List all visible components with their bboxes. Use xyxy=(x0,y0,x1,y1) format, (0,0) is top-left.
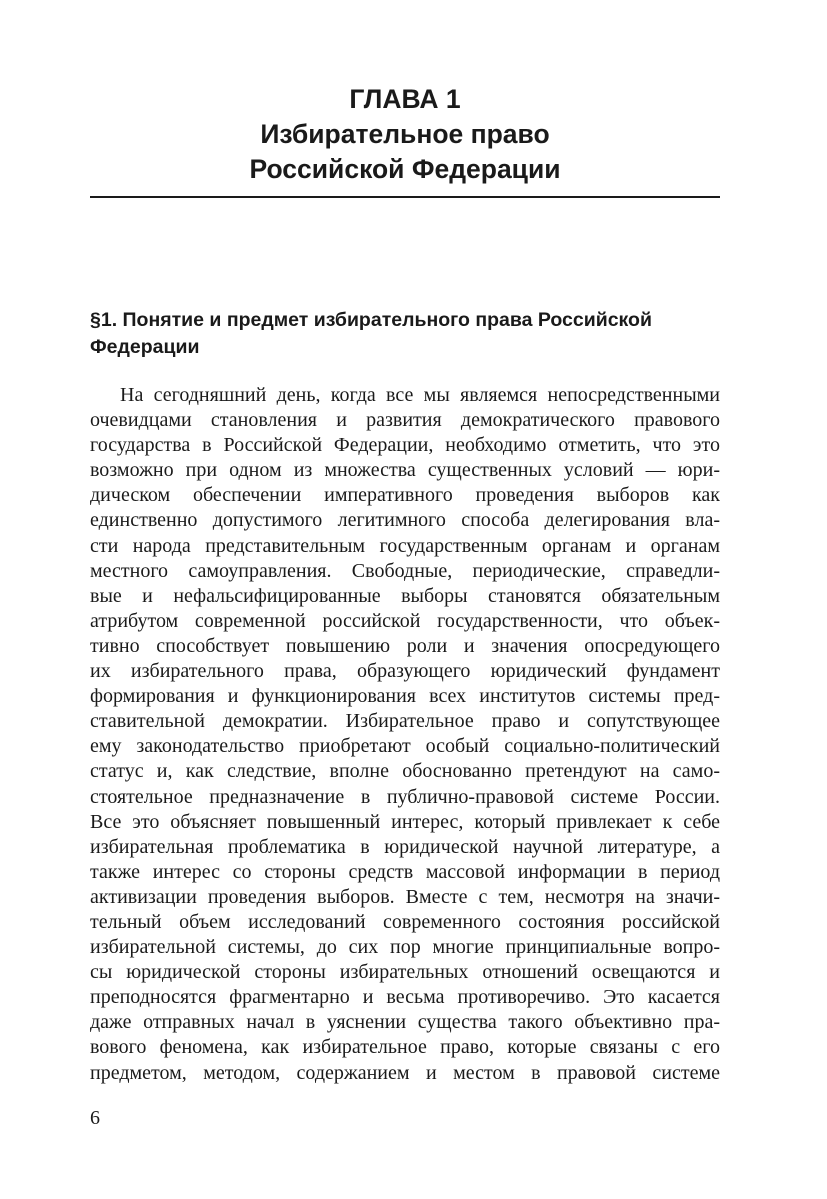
body-line: также интерес со стороны средств массовой информации в период xyxy=(90,860,720,883)
body-line: статус и, как следствие, вполне обоснованно претендуют на само- xyxy=(90,760,720,783)
body-line: государства в Российской Федерации, необходимо отметить, что это xyxy=(90,434,720,457)
body-line: преподносятся фрагментарно и весьма противоречиво. Это касается xyxy=(90,986,720,1009)
body-paragraph xyxy=(90,383,720,1086)
chapter-heading xyxy=(90,82,720,187)
section-title-line-2: Федерации xyxy=(90,336,200,358)
section-heading xyxy=(90,307,730,361)
chapter-title-line-2: Российской Федерации xyxy=(249,154,561,184)
chapter-divider xyxy=(90,196,720,198)
body-line: дическом обеспечении императивного проведения выборов как xyxy=(90,484,720,507)
body-line: вового феномена, как избирательное право, которые связаны с его xyxy=(90,1036,720,1059)
chapter-label: ГЛАВА 1 xyxy=(349,84,461,114)
body-line: На сегодняшний день, когда все мы являемся непосредственными xyxy=(120,384,720,406)
body-line: вые и нефальсифицированные выборы становятся обязательным xyxy=(90,584,720,607)
body-line: даже отправных начал в уяснении существа такого объективно пра- xyxy=(90,1011,720,1034)
body-line: формирования и функционирования всех институтов системы пред- xyxy=(90,685,720,708)
body-line: возможно при одном из множества существенных условий — юри- xyxy=(90,459,720,482)
body-line: тивно способствует повышению роли и значения опосредующего xyxy=(90,634,720,657)
body-line: Все это объясняет повышенный интерес, который привлекает к себе xyxy=(90,810,720,833)
body-line: тельный объем исследований современного состояния российской xyxy=(90,910,720,933)
body-line: ему законодательство приобретают особый социально-политический xyxy=(90,735,720,758)
body-line: избирательная проблематика в юридической научной литературе, а xyxy=(90,835,720,858)
body-line: стоятельное предназначение в публично-правовой системе России. xyxy=(90,785,720,808)
page-number: 6 xyxy=(90,1107,100,1129)
body-line: сы юридической стороны избирательных отношений освещаются и xyxy=(90,961,720,984)
body-line: очевидцами становления и развития демократического правового xyxy=(90,409,720,432)
section-title-line-1: §1. Понятие и предмет избирательного права Российской xyxy=(90,309,652,331)
body-line: предметом, методом, содержанием и местом в правовой системе xyxy=(90,1061,720,1084)
body-line: ставительной демократии. Избирательное право и сопутствующее xyxy=(90,710,720,733)
body-line: сти народа представительным государственным органам и органам xyxy=(90,534,720,557)
body-line: местного самоуправления. Свободные, периодические, справедли- xyxy=(90,559,720,582)
body-line: избирательной системы, до сих пор многие принципиальные вопро- xyxy=(90,936,720,959)
body-line: единственно допустимого легитимного способа делегирования вла- xyxy=(90,509,720,532)
chapter-title-line-1: Избирательное право xyxy=(260,119,550,149)
body-line: активизации проведения выборов. Вместе с тем, несмотря на значи- xyxy=(90,885,720,908)
body-line: атрибутом современной российской государственности, что объек- xyxy=(90,609,720,632)
body-line: их избирательного права, образующего юридический фундамент xyxy=(90,660,720,683)
